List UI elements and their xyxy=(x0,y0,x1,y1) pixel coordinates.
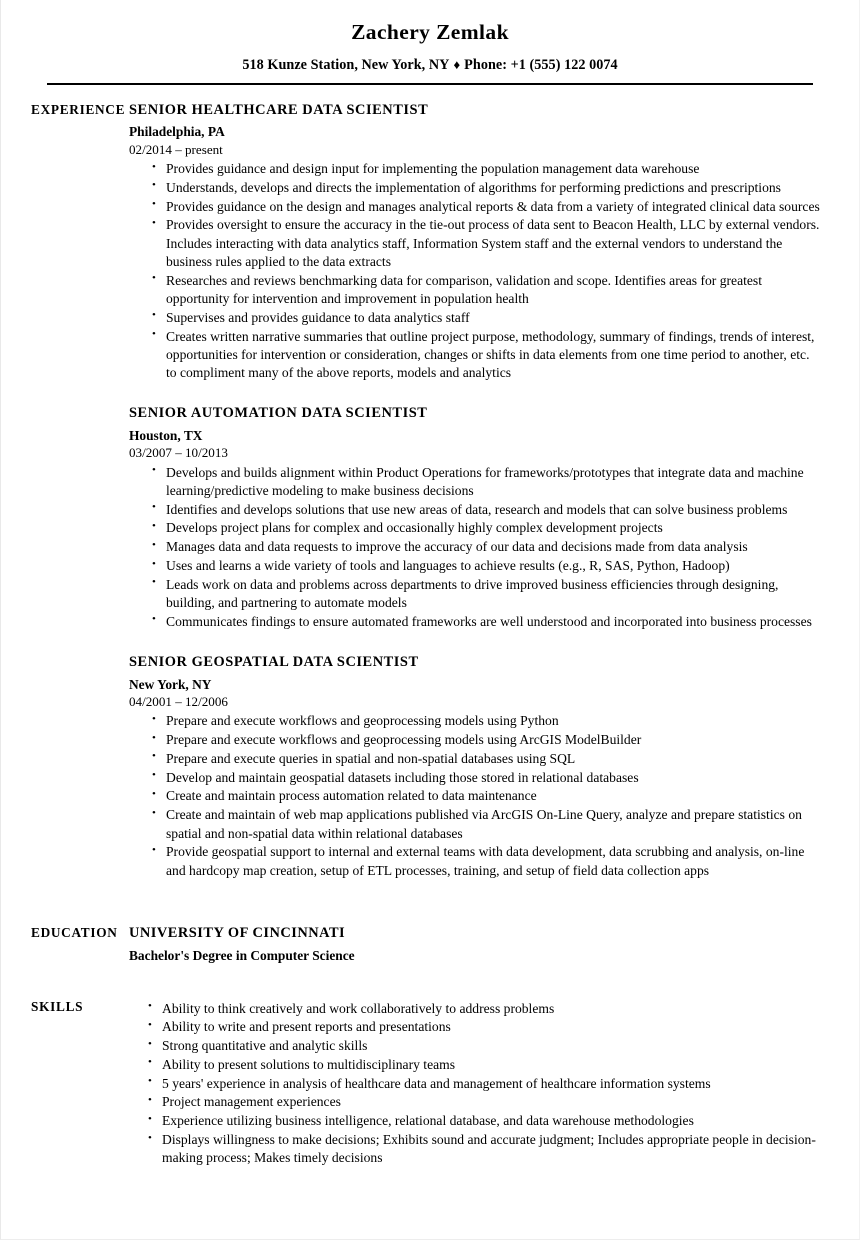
list-item: • Create and maintain process automation related to data maintenance xyxy=(151,787,821,805)
list-item: • Prepare and execute workflows and geoprocessing models using ArcGIS ModelBuilder xyxy=(151,731,821,749)
job-bullet-list xyxy=(129,160,821,382)
contact-address: 518 Kunze Station, New York, NY xyxy=(242,56,450,73)
list-item: • Provides guidance on the design and manages analytical reports & data from a variety of integrated clinical data sources xyxy=(151,198,821,216)
list-item: • Identifies and develops solutions that use new areas of data, research and models that can solve business problems xyxy=(151,501,821,519)
section-label-skills: SKILLS xyxy=(31,998,84,1014)
job-block xyxy=(129,653,821,880)
job-block xyxy=(129,101,821,383)
list-item: • Prepare and execute workflows and geoprocessing models using Python xyxy=(151,712,821,730)
job-dates: 03/2007 – 10/2013 xyxy=(129,445,228,461)
job-bullet-list xyxy=(129,464,821,632)
job-dates: 04/2001 – 12/2006 xyxy=(129,694,228,709)
list-item: • 5 years' experience in analysis of healthcare data and management of healthcare information systems xyxy=(147,1075,821,1093)
list-item: • Communicates findings to ensure automated frameworks are well understood and incorporated into business processes xyxy=(151,613,821,631)
diamond-separator-icon: ♦ xyxy=(453,56,461,72)
list-item: • Uses and learns a wide variety of tools and languages to achieve results (e.g., R, SAS, Python, Hadoop) xyxy=(151,557,821,575)
list-item: • Ability to present solutions to multidisciplinary teams xyxy=(147,1056,821,1074)
list-item: • Manages data and data requests to improve the accuracy of our data and decisions made from data analysis xyxy=(151,538,821,556)
list-item: • Supervises and provides guidance to data analytics staff xyxy=(151,309,821,327)
list-item: • Provide geospatial support to internal and external teams with data development, data scrubbing and analysis, on-line and hardcopy map creation, setup of ETL processes, training, and setup of field data collection apps xyxy=(151,843,821,880)
job-dates: 02/2014 – present xyxy=(129,141,223,157)
skills-bullet-list xyxy=(129,1000,821,1168)
section-skills xyxy=(1,998,859,1169)
list-item: • Develops and builds alignment within Product Operations for frameworks/prototypes that integrate data and machine learning/predictive modeling to make business decisions xyxy=(151,464,821,501)
skills-content xyxy=(129,998,859,1169)
list-item: • Experience utilizing business intelligence, relational database, and data warehouse methodologies xyxy=(147,1112,821,1130)
list-item: • Provides oversight to ensure the accuracy in the tie-out process of data sent to Beacon Health, LLC by external vendors. Includes interacting with data analytics staff, Information System staff and the external vendors to understand the business rules applied to the data extracts xyxy=(151,216,821,271)
list-item: • Prepare and execute queries in spatial and non-spatial databases using SQL xyxy=(151,750,821,768)
list-item: • Project management experiences xyxy=(147,1093,821,1111)
job-bullet-list xyxy=(129,712,821,880)
list-item: • Leads work on data and problems across departments to drive improved business efficiencies through designing, building, and partnering to automate models xyxy=(151,576,821,613)
contact-line xyxy=(1,57,859,74)
job-location: Houston, TX xyxy=(129,427,203,443)
list-item: • Ability to think creatively and work collaboratively to address problems xyxy=(147,1000,821,1018)
section-education xyxy=(1,924,859,964)
list-item: • Ability to write and present reports and presentations xyxy=(147,1018,821,1036)
education-content xyxy=(129,924,859,964)
job-title: SENIOR AUTOMATION DATA SCIENTIST xyxy=(129,405,428,422)
section-label-experience: EXPERIENCE xyxy=(31,101,126,117)
list-item: • Understands, develops and directs the implementation of algorithms for performing predictions and prescriptions xyxy=(151,179,821,197)
section-experience xyxy=(1,101,859,881)
education-school: UNIVERSITY OF CINCINNATI xyxy=(129,925,346,942)
list-item: • Develops project plans for complex and occasionally highly complex development projects xyxy=(151,519,821,537)
job-location: New York, NY xyxy=(129,676,212,692)
section-label-education: EDUCATION xyxy=(31,925,118,941)
list-item: • Creates written narrative summaries that outline project purpose, methodology, summary of findings, trends of interest, opportunities for intervention or consideration, changes or shifts in data elements from one time period to another, etc. to compliment many of the above reports, models and analytics xyxy=(151,328,821,383)
job-location: Philadelphia, PA xyxy=(129,124,225,140)
list-item: • Create and maintain of web map applications published via ArcGIS On-Line Query, analyze and prepare statistics on spatial and non-spatial data within relational databases xyxy=(151,806,821,843)
resume-header xyxy=(1,0,859,85)
list-item: • Develop and maintain geospatial datasets including those stored in relational databases xyxy=(151,769,821,787)
experience-content xyxy=(129,101,859,881)
contact-phone: Phone: +1 (555) 122 0074 xyxy=(464,56,618,73)
resume-body xyxy=(1,85,859,1168)
education-degree: Bachelor's Degree in Computer Science xyxy=(129,948,355,964)
list-item: • Strong quantitative and analytic skills xyxy=(147,1037,821,1055)
candidate-name: Zachery Zemlak xyxy=(351,20,509,44)
list-item: • Provides guidance and design input for implementing the population management data warehouse xyxy=(151,160,821,178)
list-item: • Researches and reviews benchmarking data for comparison, validation and scope. Identifies areas for greatest opportunity for intervention and improvement in population health xyxy=(151,272,821,309)
job-title: SENIOR GEOSPATIAL DATA SCIENTIST xyxy=(129,654,419,671)
list-item: • Displays willingness to make decisions; Exhibits sound and accurate judgment; Includes appropriate people in decision-making process; Makes timely decisions xyxy=(147,1131,821,1168)
job-title: SENIOR HEALTHCARE DATA SCIENTIST xyxy=(129,101,429,118)
job-block xyxy=(129,404,821,631)
